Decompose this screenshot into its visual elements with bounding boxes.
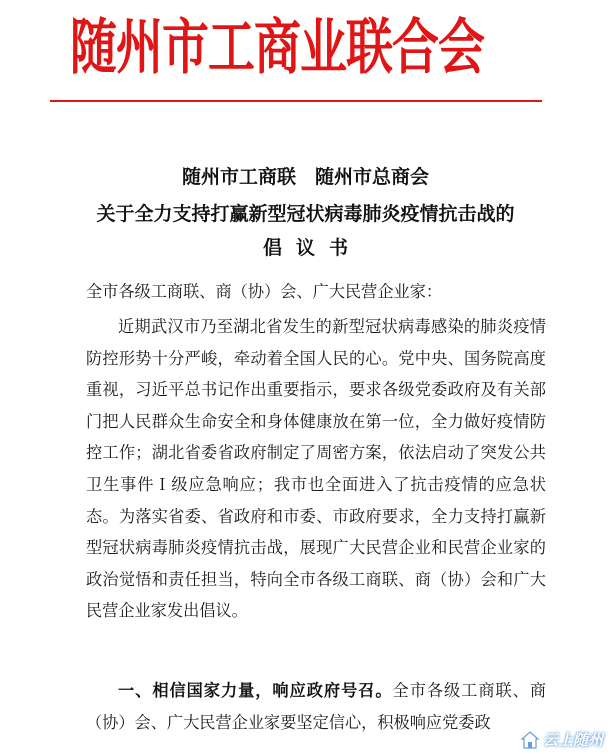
house-icon — [520, 730, 540, 750]
document-title-subject: 关于全力支持打赢新型冠状病毒肺炎疫情抗击战的 — [96, 203, 515, 225]
letterhead-divider — [50, 100, 542, 102]
body-paragraph-2 — [86, 675, 546, 738]
paragraph-2-text: 全市各级工商联、商（协）会、广大民营企业家要坚定信心，积极响应党委政 — [86, 681, 547, 732]
document-title-issuers: 随州市工商联 随州市总商会 — [181, 166, 429, 188]
letterhead-title: 随州市工商业联合会 — [70, 12, 485, 84]
paragraph-2-heading: 一、相信国家力量，响应政府号召。 — [118, 681, 393, 700]
salutation: 全市各级工商联、商（协）会、广大民营企业家： — [86, 282, 443, 301]
document-title-type: 倡议书 — [262, 237, 362, 259]
body-paragraph-1: 近期武汉市乃至湖北省发生的新型冠状病毒感染的肺炎疫情防控形势十分严峻，牵动着全国人民的心。党中央、国务院高度重视，习近平总书记作出重要指示，要求各级党委政府及有关部门把人民群众生命安全和身体健康放在第一位，全力做好疫情防控工作；湖北省委省政府制定了周密方案，依法启动了突发公共卫生事件Ｉ级应急响应；我市也全面进入了抗击疫情的应急状态。为落实省委、省政府和市委、市政府要求，全力支持打赢新型冠状病毒肺炎疫情抗击战，展现广大民营企业和民营企业家的政治觉悟和责任担当，特向全市各级工商联、商（协）会和广大民营企业家发出倡议。 — [86, 317, 546, 621]
source-watermark — [520, 729, 603, 750]
watermark-text: 云上随州 — [542, 731, 603, 749]
